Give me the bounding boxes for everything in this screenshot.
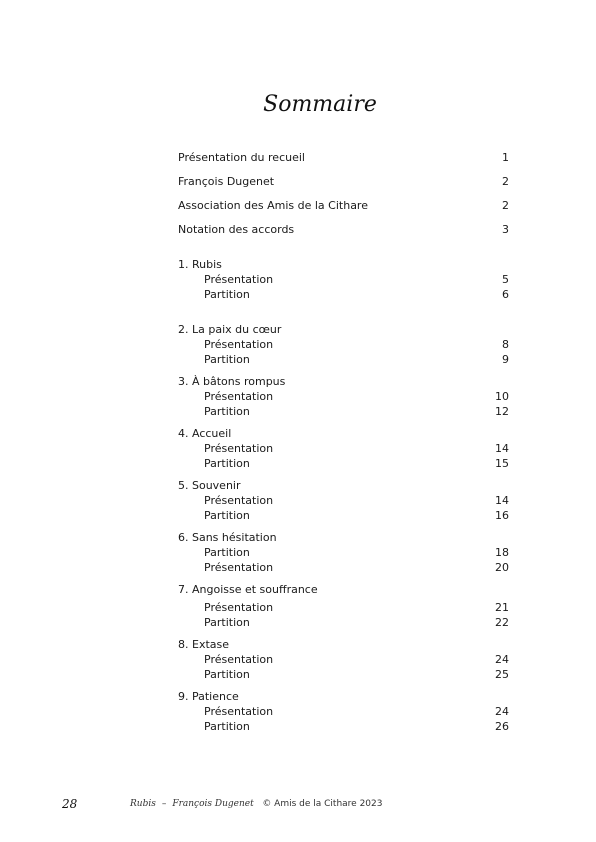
table-of-contents (178, 150, 513, 734)
toc-entry[interactable]: Partition 9 (204, 353, 509, 366)
toc-entry[interactable]: Présentation 20 (204, 561, 509, 574)
toc-section-title[interactable]: 5. Souvenir (178, 479, 241, 492)
toc-entry[interactable]: Présentation 14 (204, 442, 509, 455)
toc-entry[interactable]: Partition 22 (204, 616, 509, 629)
footer-separator: – (161, 799, 167, 809)
footer-book-title: Rubis (130, 799, 156, 809)
toc-item[interactable] (178, 150, 513, 165)
toc-entry[interactable]: Présentation 5 (204, 273, 509, 286)
toc-entry[interactable]: Partition 26 (204, 720, 509, 733)
toc-item[interactable] (178, 222, 513, 237)
footer-copyright: © Amis de la Cithare 2023 (262, 799, 383, 809)
footer-meta (130, 799, 382, 809)
toc-entry[interactable]: Partition 15 (204, 457, 509, 470)
toc-entry[interactable]: Présentation 24 (204, 705, 509, 718)
toc-item[interactable] (178, 198, 513, 213)
toc-section-title[interactable]: 2. La paix du cœur (178, 323, 282, 336)
toc-item-label: Présentation du recueil (178, 151, 305, 164)
toc-item-page: 3 (502, 223, 509, 236)
page-number: 28 (62, 797, 78, 811)
toc-item-page: 1 (502, 151, 509, 164)
toc-section-title[interactable]: 6. Sans hésitation (178, 531, 277, 544)
toc-entry[interactable]: Partition 6 (204, 288, 509, 301)
toc-section-title[interactable]: 4. Accueil (178, 427, 232, 440)
toc-section-title[interactable]: 7. Angoisse et souffrance (178, 583, 318, 596)
toc-entry[interactable]: Partition 16 (204, 509, 509, 522)
toc-section-title[interactable]: 1. Rubis (178, 258, 222, 271)
toc-entry[interactable]: Présentation 21 (204, 601, 509, 614)
page-title: Sommaire (263, 92, 377, 117)
toc-item-label: Notation des accords (178, 223, 295, 236)
toc-item-page: 2 (502, 199, 509, 212)
toc-item-label: Association des Amis de la Cithare (178, 199, 368, 212)
toc-entry[interactable]: Partition 25 (204, 668, 509, 681)
toc-entry[interactable]: Partition 18 (204, 546, 509, 559)
toc-entry[interactable]: Partition 12 (204, 405, 509, 418)
footer-author: François Dugenet (172, 799, 254, 809)
toc-item[interactable] (178, 174, 513, 189)
toc-section-title[interactable]: 8. Extase (178, 638, 230, 651)
toc-item-label: François Dugenet (178, 175, 275, 188)
toc-entry[interactable]: Présentation 24 (204, 653, 509, 666)
toc-item-page: 2 (502, 175, 509, 188)
toc-entry[interactable]: Présentation 8 (204, 338, 509, 351)
toc-section-title[interactable]: 9. Patience (178, 690, 239, 703)
toc-section-title[interactable]: 3. À bâtons rompus (178, 375, 286, 388)
toc-entry[interactable]: Présentation 10 (204, 390, 509, 403)
toc-entry[interactable]: Présentation 14 (204, 494, 509, 507)
